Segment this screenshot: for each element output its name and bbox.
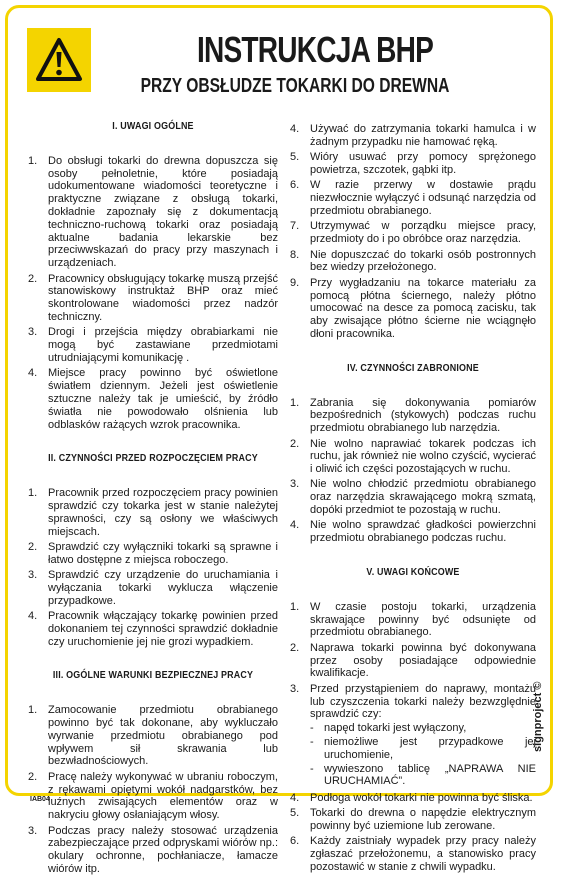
section-list-final xyxy=(290,601,536,874)
list-item-text xyxy=(310,220,536,246)
list-item xyxy=(290,519,536,545)
list-item-text xyxy=(310,601,536,639)
list-item xyxy=(290,123,536,149)
list-item-text xyxy=(310,123,536,149)
list-item-text-content: Utrzymywać w porządku miejsce pracy, przedmioty do i po obróbce oraz narzędzia. xyxy=(310,220,536,246)
list-item-text-content: Pracownicy obsługujący tokarkę muszą przejść stanowiskowy instruktaż BHP oraz mieć skontrolowane wiadomości przez nadzór techniczny. xyxy=(48,272,278,323)
section-list-safe-work-part2 xyxy=(290,123,536,341)
section-title-forbidden: IV. CZYNNOŚCI ZABRONIONE xyxy=(347,361,479,374)
sub-list-item xyxy=(310,722,536,735)
list-item-text xyxy=(48,704,278,768)
product-code: IAB04 xyxy=(30,796,50,803)
list-item-text xyxy=(48,610,278,648)
list-item-number: 9. xyxy=(290,276,300,289)
list-item-text-content: Pracownik włączający tokarkę powinien przed dokonaniem tej czynności sprawdzić dokładnie czy uruchomienie jej nie grozi wypadkiem. xyxy=(48,610,278,648)
list-item-text xyxy=(310,277,536,341)
list-item xyxy=(28,825,278,876)
list-item-text-content: Przed przystąpieniem do naprawy, montażu lub czyszczenia tokarki należy bezwzględnie sprawdzić czy: xyxy=(310,682,536,721)
list-item xyxy=(28,541,278,567)
list-item-text xyxy=(48,771,278,822)
list-item-text-content: Pracę należy wykonywać w ubraniu roboczym, z rękawami opiętymi wokół nadgarstków, bez luźnych zwisających elementów oraz w nakryciu głowy osłaniającym włosy. xyxy=(48,770,278,822)
list-item xyxy=(290,807,536,833)
list-item xyxy=(28,704,278,768)
list-item xyxy=(28,610,278,648)
dash-bullet: - xyxy=(310,762,314,775)
list-item-text-content: W czasie postoju tokarki, urządzenia skrawające powinny być odsunięte od przedmiotu obrabianego. xyxy=(310,600,536,639)
dash-bullet: - xyxy=(310,736,314,749)
list-item-text xyxy=(48,326,278,364)
list-item-text-content: Miejsce pracy powinno być oświetlone światłem dziennym. Jeżeli jest oświetlenie sztuczne należy tak je umieścić, by źródło światła nie powodowało olśnienia lub odblasków rażących wzrok pracownika. xyxy=(48,367,278,431)
section-list-forbidden xyxy=(290,397,536,546)
sub-list-item xyxy=(310,763,536,789)
list-item-text xyxy=(310,438,536,476)
list-item-number: 4. xyxy=(28,367,38,380)
sub-list-item xyxy=(310,736,536,762)
list-item-number: 8. xyxy=(290,248,300,261)
list-item-text xyxy=(310,151,536,177)
list-item-text-content: Podczas pracy należy stosować urządzenia zabezpieczające przed odpryskami wiórów np.: okulary ochronne, pochłaniacze, łamacze wiórów itp. xyxy=(48,824,278,875)
list-item xyxy=(290,683,536,789)
page-title: INSTRUKCJA BHP xyxy=(196,29,434,70)
list-item-number: 3. xyxy=(28,326,38,339)
list-item xyxy=(28,367,278,431)
list-item xyxy=(28,569,278,607)
dash-bullet: - xyxy=(310,722,314,735)
list-item-text-content: W razie przerwy w dostawie prądu niezwłocznie wyłączyć i odsunąć narzędzia od przedmiotu obrabianego. xyxy=(310,179,536,217)
page-subtitle: PRZY OBSŁUDZE TOKARKI DO DREWNA xyxy=(140,75,450,97)
list-item xyxy=(290,438,536,476)
list-item-number: 7. xyxy=(290,220,300,233)
list-item xyxy=(28,155,278,270)
list-item-text xyxy=(48,367,278,431)
list-item-text-content: Przy wygładzaniu na tokarce materiału za pomocą płótna ściernego, należy płótno umocować na desce za pomocą zacisku, tak aby zwisające płótno ścierne nie wciągnęło dłoni pracownika. xyxy=(310,276,536,340)
list-item-text xyxy=(48,487,278,538)
section-title-safe-work: III. OGÓLNE WARUNKI BEZPIECZNEJ PRACY xyxy=(52,669,254,682)
list-item xyxy=(290,835,536,873)
list-item-text-content: Tokarki do drewna o napędzie elektrycznym powinny być uziemione lub zerowane. xyxy=(310,807,536,832)
list-item-text-content: Zabrania się dokonywania pomiarów bezpośrednich (stykowych) podczas ruchu przedmiotu obrabianego lub narzędzia. xyxy=(310,396,536,435)
list-item xyxy=(290,792,536,805)
list-item-number: 2. xyxy=(28,540,38,553)
list-item-text-content: Nie wolno chłodzić przedmiotu obrabianego oraz narzędzia skrawającego mokrą szmatą, dopóki przedmiot te pozostają w ruchu. xyxy=(310,478,536,517)
list-item-number: 2. xyxy=(28,272,38,285)
section-title-final: V. UWAGI KOŃCOWE xyxy=(366,566,460,579)
left-column xyxy=(28,120,278,878)
list-item-text xyxy=(310,478,536,516)
sub-list xyxy=(310,722,536,788)
warning-triangle-icon xyxy=(34,35,84,85)
section-list-before-work xyxy=(28,487,278,648)
list-item xyxy=(290,601,536,639)
list-item-number: 6. xyxy=(290,179,300,192)
list-item-text-content: Drogi i przejścia między obrabiarkami nie mogą być zastawiane przedmiotami utrudniającymi komunikację . xyxy=(48,326,278,364)
list-item-number: 4. xyxy=(290,519,300,532)
list-item-text xyxy=(48,273,278,324)
list-item xyxy=(290,220,536,246)
list-item-text xyxy=(310,397,536,435)
list-item-text xyxy=(310,249,536,275)
list-item-text-content: Do obsługi tokarki do drewna dopuszcza się osoby pełnoletnie, które posiadają udokumentowane wiadomości teoretyczne i praktyczne związane z obsługą tokarki, dokładnie zapoznały się z dokumentacją techniczno-ruchową tokarki oraz posiadają aktualne badania lekarskie bez przeciwwskazań do pracy przy maszynach i urządzeniach. xyxy=(48,154,278,270)
list-item-text-content: Sprawdzić czy wyłączniki tokarki są sprawne i łatwo dostępne z miejsca roboczego. xyxy=(48,540,278,566)
section-list-safe-work-part1 xyxy=(28,704,278,876)
right-column xyxy=(290,123,536,876)
list-item-text xyxy=(310,179,536,217)
list-item-number: 2. xyxy=(28,770,38,783)
list-item xyxy=(290,642,536,680)
list-item-text xyxy=(310,807,536,833)
list-item-number: 4. xyxy=(290,123,300,135)
list-item-number: 3. xyxy=(28,824,38,837)
section-title-general: I. UWAGI OGÓLNE xyxy=(112,120,194,132)
list-item-number: 5. xyxy=(290,151,300,164)
list-item-text xyxy=(310,792,536,805)
list-item xyxy=(28,326,278,364)
list-item xyxy=(290,151,536,177)
sub-list-item-text: wywieszono tablicę „NAPRAWA NIE URUCHAMIAĆ”. xyxy=(324,762,536,788)
list-item-text xyxy=(310,642,536,680)
list-item-text-content: Sprawdzić czy urządzenie do uruchamiania i wyłączania tokarki wyklucza włączenie przypadkowe. xyxy=(48,569,278,607)
section-list-general xyxy=(28,155,278,432)
list-item-text-content: Podłoga wokół tokarki nie powinna być śliska. xyxy=(310,791,533,804)
list-item-number: 2. xyxy=(290,437,300,450)
list-item-text xyxy=(48,541,278,567)
list-item-number: 3. xyxy=(28,569,38,582)
list-item-text-content: Zamocowanie przedmiotu obrabianego powinno być tak dokonane, aby wykluczało wyrwanie przedmiotu obrabianego pod wpływem sił skrawania lub bezwładnościowych. xyxy=(48,704,278,768)
list-item-number: 2. xyxy=(290,641,300,654)
list-item-number: 5. xyxy=(290,807,300,820)
list-item-text xyxy=(48,825,278,876)
list-item-number: 1. xyxy=(290,600,300,613)
list-item-number: 1. xyxy=(28,704,38,717)
section-title-before-work: II. CZYNNOŚCI PRZED ROZPOCZĘCIEM PRACY xyxy=(48,452,258,465)
list-item xyxy=(28,487,278,538)
list-item-text-content: Pracownik przed rozpoczęciem pracy powinien sprawdzić czy tokarka jest w stanie należytej sprawności, czy są osłony we właściwych miejscach. xyxy=(48,487,278,538)
list-item-number: 1. xyxy=(28,154,38,167)
sub-list-item-text: niemożliwe jest przypadkowe jej uruchomienie, xyxy=(324,736,536,761)
list-item-number: 1. xyxy=(28,487,38,500)
list-item-number: 3. xyxy=(290,682,300,695)
list-item-text-content: Używać do zatrzymania tokarki hamulca i w żadnym przypadku nie hamować ręką. xyxy=(310,123,536,148)
list-item-text-content: Każdy zaistniały wypadek przy pracy należy zgłaszać przełożonemu, a stanowisko pracy pozostawić w stanie z chwili wypadku. xyxy=(310,835,536,873)
list-item-text xyxy=(48,155,278,270)
list-item-number: 4. xyxy=(28,610,38,623)
list-item-text-content: Nie dopuszczać do tokarki osób postronnych bez wiedzy przełożonego. xyxy=(310,248,536,274)
list-item xyxy=(290,277,536,341)
list-item-text-content: Nie wolno naprawiać tokarek podczas ich ruchu, jak również nie wolno czyścić, wycierać i oliwić ich części pozostających w ruchu. xyxy=(310,437,536,476)
list-item-text-content: Naprawa tokarki powinna być dokonywana przez osoby posiadające odpowiednie kwalifikacje. xyxy=(310,641,536,680)
list-item-text xyxy=(48,569,278,607)
list-item xyxy=(28,771,278,822)
list-item-number: 3. xyxy=(290,478,300,491)
list-item-text-content: Nie wolno sprawdzać gładkości powierzchni przedmiotu obrabianego podczas ruchu. xyxy=(310,519,536,545)
list-item xyxy=(290,249,536,275)
brand-mark: signproject © xyxy=(532,681,544,752)
list-item-number: 4. xyxy=(290,791,300,804)
list-item-text-content: Wióry usuwać przy pomocy sprężonego powietrza, szczotek, gąbki itp. xyxy=(310,151,536,176)
sub-list-item-text: napęd tokarki jest wyłączony, xyxy=(324,722,467,735)
list-item xyxy=(290,478,536,516)
list-item-text xyxy=(310,683,536,789)
warning-sign xyxy=(27,28,91,92)
list-item xyxy=(28,273,278,324)
list-item-number: 6. xyxy=(290,835,300,848)
list-item-text xyxy=(310,519,536,545)
list-item xyxy=(290,397,536,435)
list-item xyxy=(290,179,536,217)
list-item-text xyxy=(310,835,536,873)
list-item-number: 1. xyxy=(290,396,300,409)
